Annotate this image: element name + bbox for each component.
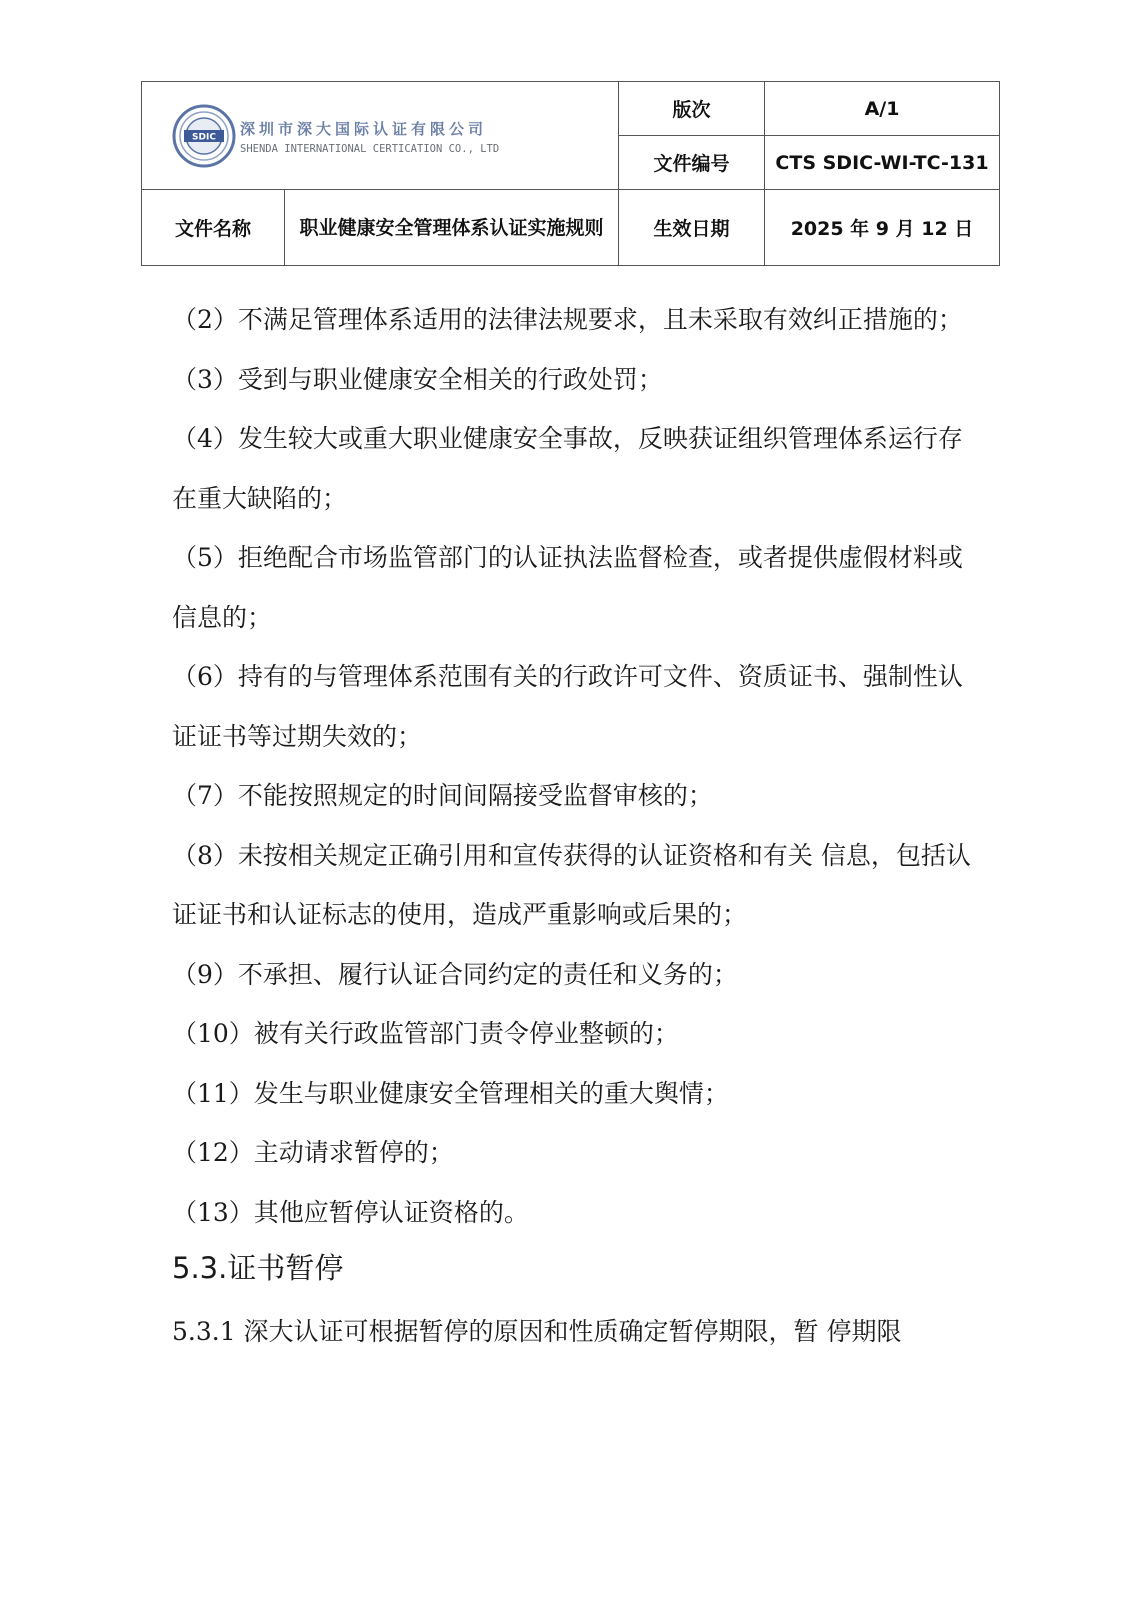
clause-item: （5）拒绝配合市场监管部门的认证执法监督检查，或者提供虚假材料或信息的； [172, 543, 963, 632]
clause-item: （3）受到与职业健康安全相关的行政处罚； [172, 364, 663, 394]
clause-item: （11）发生与职业健康安全管理相关的重大舆情； [172, 1078, 729, 1108]
effective-date-label: 生效日期 [619, 190, 765, 266]
clause-item: （9）不承担、履行认证合同约定的责任和义务的； [172, 959, 738, 989]
clause-item: （6）持有的与管理体系范围有关的行政许可文件、资质证书、强制性认证证书等过期失效的； [172, 662, 963, 751]
document-header-table [141, 81, 1000, 266]
clause-item: （12）主动请求暂停的； [172, 1138, 454, 1167]
clause-item: （8）未按相关规定正确引用和宣传获得的认证资格和有关 信息，包括认证证书和认证标志的使用，造成严重影响或后果的； [172, 840, 971, 929]
company-seal-icon [172, 104, 236, 168]
clause-item: （2）不满足管理体系适用的法律法规要求，且未采取有效纠正措施的； [172, 305, 963, 334]
version-value: A/1 [765, 82, 1000, 136]
version-label: 版次 [619, 82, 765, 136]
section-heading: 5.3.证书暂停 [172, 1251, 344, 1285]
doc-number-value: CTS SDIC-WI-TC-131 [765, 136, 1000, 190]
company-name-cn: 深圳市深大国际认证有限公司 [240, 120, 488, 138]
document-body [172, 290, 972, 1362]
doc-name-label: 文件名称 [142, 190, 285, 266]
company-logo-cell [142, 82, 619, 190]
clause-item: （7）不能按照规定的时间间隔接受监督审核的； [172, 781, 713, 810]
clause-item: （13）其他应暂停认证资格的。 [172, 1197, 529, 1227]
doc-number-label: 文件编号 [619, 136, 765, 190]
effective-date-value: 2025 年 9 月 12 日 [765, 190, 1000, 266]
section-paragraph: 5.3.1 深大认证可根据暂停的原因和性质确定暂停期限，暂 停期限 [172, 1317, 902, 1346]
clause-item: （10）被有关行政监管部门责令停业整顿的； [172, 1019, 679, 1048]
doc-name-value: 职业健康安全管理体系认证实施规则 [285, 190, 619, 266]
seal-lettering: SDIC [192, 132, 216, 142]
clause-item: （4）发生较大或重大职业健康安全事故，反映获证组织管理体系运行存 在重大缺陷的； [172, 424, 963, 513]
company-name-en: SHENDA INTERNATIONAL CERTICATION CO., LTD [240, 143, 500, 155]
